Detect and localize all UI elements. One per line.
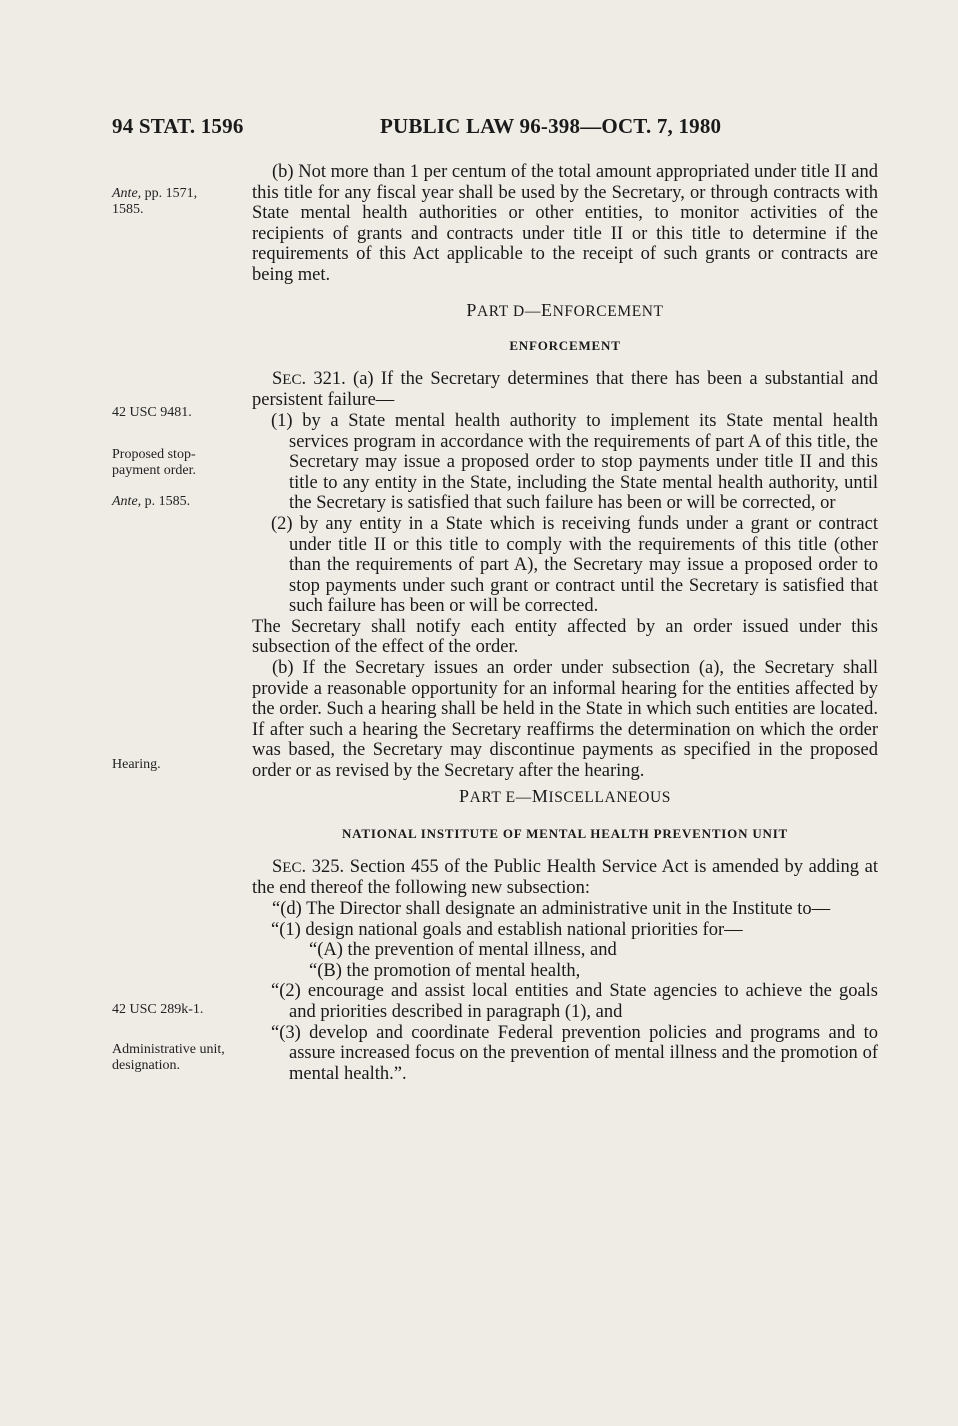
margin-note-usc-289k: 42 USC 289k-1. xyxy=(112,1002,204,1017)
public-law-title: PUBLIC LAW 96-398—OCT. 7, 1980 xyxy=(380,114,722,138)
subsection-d-3: “(3) develop and coordinate Federal prevention policies and programs and to assure increased focus on the prevention of mental illness and the promotion of mental health.”. xyxy=(271,1022,878,1084)
subsection-d-1: “(1) design national goals and establish national priorities for— xyxy=(271,919,743,940)
statute-page-number: 94 STAT. 1596 xyxy=(112,114,244,138)
subsection-d-1-A: “(A) the prevention of mental illness, and xyxy=(309,940,617,961)
notify-paragraph: The Secretary shall notify each entity affected by an order issued under this subsection of the effect of the order. xyxy=(252,616,878,658)
margin-note-ante-1571: Ante, pp. 1571, 1585. xyxy=(112,186,198,217)
section-325-intro: SEC. 325. Section 455 of the Public Health Service Act is amended by adding at the end thereof the following new subsection: xyxy=(252,856,878,899)
margin-note-stop-payment: Proposed stop-payment order. xyxy=(112,447,196,478)
margin-note-usc-9481: 42 USC 9481. xyxy=(112,405,192,420)
nimh-prevention-unit-heading: NATIONAL INSTITUTE OF MENTAL HEALTH PREVENTION UNIT xyxy=(341,826,789,842)
subsection-d-2: “(2) encourage and assist local entities and State agencies to achieve the goals and priorities described in paragraph (1), and xyxy=(271,981,878,1022)
margin-note-hearing: Hearing. xyxy=(112,757,161,772)
margin-note-administrative-unit: Administrative unit, designation. xyxy=(112,1042,225,1073)
paragraph-b-hearing: (b) If the Secretary issues an order under subsection (a), the Secretary shall provide a reasonable opportunity for an informal hearing for the entities affected by the order. Such a hearing shall be held in the State in which such entities are located. If after such a hearing the Secretary reaffirms the determination on which the order was based, the Secretary may discontinue payments as specified in the proposed order or as revised by the Secretary after the hearing. xyxy=(252,658,878,782)
body-text xyxy=(252,162,878,1084)
subsection-d-1-B: “(B) the promotion of mental health, xyxy=(309,960,581,981)
page-header xyxy=(112,114,752,144)
subsection-d: “(d) The Director shall designate an administrative unit in the Institute to— xyxy=(272,899,831,919)
part-e-heading: PART E—MISCELLANEOUS xyxy=(458,785,672,806)
part-d-heading: PART D—ENFORCEMENT xyxy=(466,299,664,320)
section-321-item-2: (2) by any entity in a State which is receiving funds under a grant or contract under title II or this title to comply with the requirements of this title (other than the requirements of part A), the Secretary may issue a proposed order to stop payments under such grant or contract until the Secretary is satisfied that such failure has been or will be corrected. xyxy=(271,513,878,617)
section-321-item-1: (1) by a State mental health authority to implement its State mental health services program in accordance with the requirements of part A of this title, the Secretary may issue a proposed order to stop payments under title II and this title to any entity in the State, including the State mental health authority, until the Secretary is satisfied that such failure has been or will be corrected, or xyxy=(271,410,878,514)
section-321-intro: SEC. 321. (a) If the Secretary determines that there has been a substantial and persistent failure— xyxy=(252,368,878,411)
margin-note-ante-1585: Ante, p. 1585. xyxy=(112,494,191,509)
paragraph-b-monitoring: (b) Not more than 1 per centum of the total amount appropriated under title II and this title for any fiscal year shall be used by the Secretary, or through contracts with State mental health authorities or other entities, to monitor activities of the recipients of grants and contracts under title II or this title to determine if the requirements of this Act applicable to the receipt of such grants or contracts are being met. xyxy=(252,162,878,285)
enforcement-heading: ENFORCEMENT xyxy=(509,338,621,354)
